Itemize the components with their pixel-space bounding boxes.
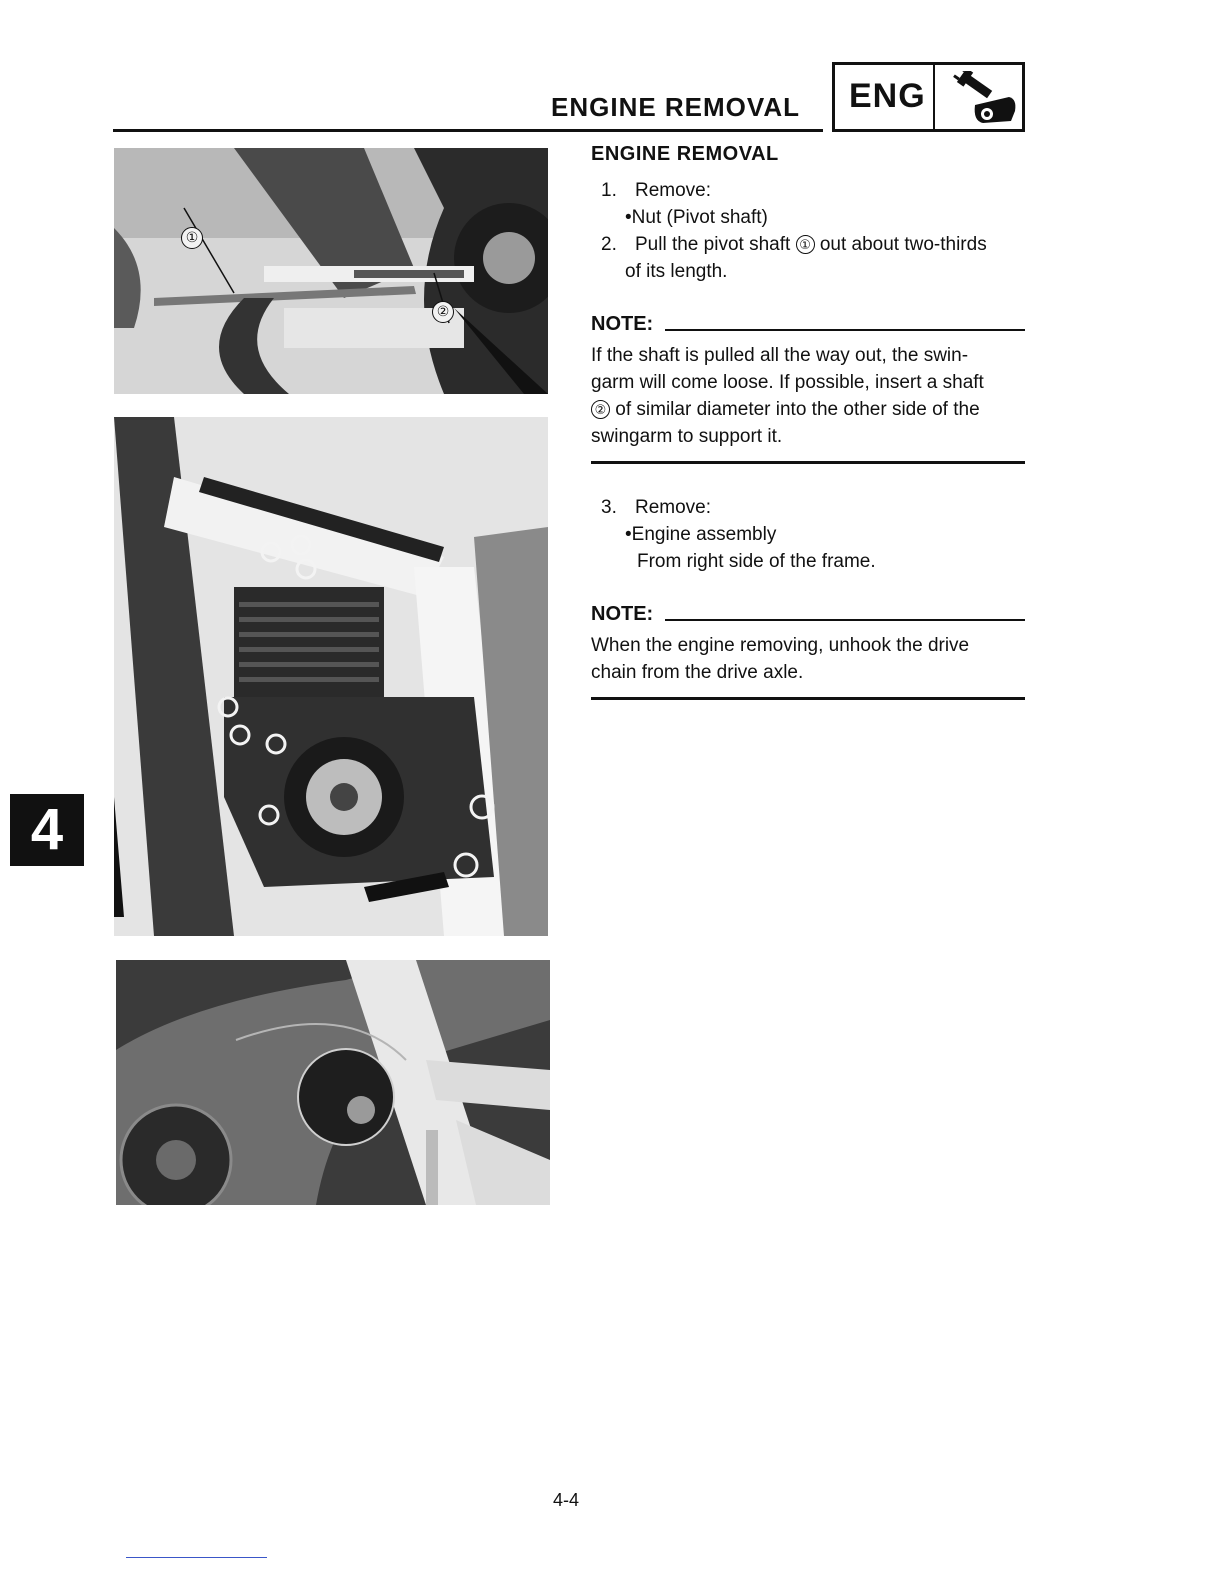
ref-marker-2: ②	[591, 400, 610, 419]
badge-divider	[933, 65, 935, 129]
note-2-end-rule	[591, 697, 1025, 700]
step-3-text: Remove:	[635, 497, 712, 518]
step-2-text-cont: out about two-thirds	[819, 234, 987, 255]
page-header-title: ENGINE REMOVAL	[551, 92, 800, 122]
section-heading: ENGINE REMOVAL	[591, 143, 779, 165]
chapter-tab	[10, 794, 84, 866]
step-3-item: •Engine assembly	[625, 524, 777, 545]
step-1-number: 1.	[601, 180, 617, 201]
note-1-rule	[665, 329, 1025, 331]
header-rule	[113, 129, 823, 132]
note-1-line-3	[591, 396, 1025, 423]
note-1-line-4: swingarm to support it.	[591, 426, 783, 447]
note-2-label: NOTE:	[591, 603, 654, 625]
step-1-text: Remove:	[635, 180, 712, 201]
photo-drive-sprocket	[116, 960, 550, 1205]
section-badge	[832, 62, 1025, 132]
section-code: ENG	[849, 77, 926, 115]
step-3-number: 3.	[601, 497, 617, 518]
note-1-line-2: garm will come loose. If possible, insert a shaft	[591, 372, 984, 393]
step-2-text: Pull the pivot shaft	[635, 234, 791, 255]
note-2-line-2: chain from the drive axle.	[591, 662, 804, 683]
photo-engine-assembly	[114, 417, 548, 936]
step-2-text-end: of its length.	[625, 261, 728, 282]
note-2-body	[591, 632, 1025, 686]
step-2-number: 2.	[601, 234, 617, 255]
callout-1: ①	[181, 227, 203, 249]
note-1-body	[591, 342, 1025, 450]
step-2	[601, 231, 987, 258]
step-3-detail: From right side of the frame.	[637, 551, 876, 572]
wrench-engine-icon	[945, 71, 1019, 127]
step-1-item: •Nut (Pivot shaft)	[625, 207, 768, 228]
step-3	[601, 494, 711, 521]
photo-pivot-shaft	[114, 148, 548, 394]
footer-rule	[126, 1557, 267, 1558]
note-1-end-rule	[591, 461, 1025, 464]
callout-2: ②	[432, 301, 454, 323]
note-1-label: NOTE:	[591, 313, 654, 335]
note-1-line-1: If the shaft is pulled all the way out, the swin-	[591, 345, 969, 366]
chapter-number: 4	[30, 797, 64, 862]
step-1	[601, 177, 711, 204]
note-2-line-1: When the engine removing, unhook the drive	[591, 635, 970, 656]
note-1-line-3-text: of similar diameter into the other side of the	[615, 399, 980, 420]
note-2-rule	[665, 619, 1025, 621]
page-number: 4-4	[553, 1490, 580, 1510]
ref-marker-1: ①	[796, 235, 815, 254]
